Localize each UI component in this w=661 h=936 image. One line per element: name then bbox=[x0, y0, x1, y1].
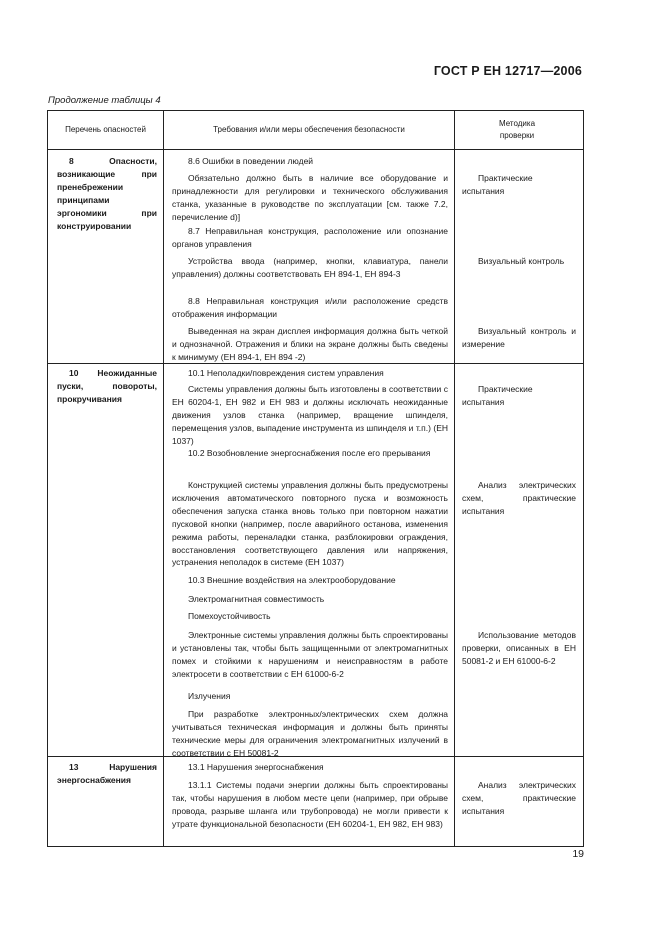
table-caption: Продолжение таблицы 4 bbox=[48, 95, 161, 106]
requirement-text: Конструкцией системы управления должны быть предусмотрены исключения автоматического повторного пуска и возможность обеспечения запуска станка вновь только при повторном нажатии пусковой кнопки (например, после аварийного останова, изменения режима работы, переналадки станка, разблокировки ограждения, восстановления соответствующего давления или напряжения, устранения неполадок в системе (ЕН 1037) bbox=[172, 480, 448, 568]
column-divider bbox=[454, 111, 455, 846]
requirement-text: Электронные системы управления должны быть спроектированы и установлены так, чтобы быть защищенными от электромагнитных помех и стойкими к нарушениям и неисправностям в работе электросети в соответствии с ЕН 61000-6-2 bbox=[172, 630, 448, 679]
requirement-text: Системы управления должны быть изготовлены в соответствии с ЕН 60204-1, ЕН 982 и ЕН 983 и должны исключать неожиданные движения узлов станка (например, вращение шпинделя, перемещения узлов, выпадение инструмента из шпинделя и т.п.) (ЕН 1037) bbox=[172, 384, 448, 446]
requirement-text: 10.2 Возобновление энергоснабжения после его прерывания bbox=[188, 448, 431, 458]
requirement-text: Выведенная на экран дисплея информация должна быть четкой и однозначной. Отражения и блики на экране должны быть сведены к минимуму (ЕН 894-1, ЕН 894 -2) bbox=[172, 326, 448, 362]
requirement-text: Устройства ввода (например, кнопки, клавиатура, панели управления) должны соответствовать ЕН 894-1, ЕН 894-3 bbox=[172, 256, 448, 279]
requirement-text: 13.1.1 Системы подачи энергии должны быть спроектированы так, чтобы нарушения в любом месте цепи (например, при обрыве провода, разрыве шланга или трубопровода) не могли привести к утрате функциональной безопасности (ЕН 60204-1, ЕН 982, ЕН 983) bbox=[172, 780, 448, 829]
check-method: Использование методов проверки, описанных в ЕН 50081-2 и ЕН 61000-6-2 bbox=[462, 630, 576, 666]
requirement-text: 10.1 Неполадки/повреждения систем управления bbox=[188, 368, 384, 378]
check-method: Анализ электрических схем, практические испытания bbox=[462, 480, 576, 516]
column-header: Перечень опасностей bbox=[65, 125, 146, 134]
check-method: Анализ электрических схем, практические испытания bbox=[462, 780, 576, 816]
hazard-cell: 8 Опасности, возникающие при пренебрежении принципами эргономики при конструировании bbox=[57, 156, 157, 231]
hazard-cell: 10 Неожиданные пуски, повороты, прокручивания bbox=[57, 368, 157, 404]
requirement-text: 8.8 Неправильная конструкция и/или расположение средств отображения информации bbox=[172, 296, 448, 319]
requirement-text: 8.6 Ошибки в поведении людей bbox=[188, 156, 314, 166]
page-number: 19 bbox=[572, 848, 584, 860]
requirement-text: 13.1 Нарушения энергоснабжения bbox=[188, 762, 324, 772]
requirement-text: Излучения bbox=[188, 691, 231, 701]
requirement-text: Помехоустойчивость bbox=[188, 611, 271, 621]
requirement-text: Обязательно должно быть в наличие все оборудование и принадлежности для регулировки и технического обслуживания станка, указанные в руководстве по эксплуатации [см. также 7.2, перечисление d)] bbox=[172, 173, 448, 222]
column-divider bbox=[163, 111, 164, 846]
requirement-text: 10.3 Внешние воздействия на электрооборудование bbox=[188, 575, 396, 585]
document-code: ГОСТ Р ЕН 12717—2006 bbox=[433, 64, 582, 78]
requirement-text: Электромагнитная совместимость bbox=[188, 594, 325, 604]
check-method: Практические испытания bbox=[462, 384, 533, 407]
hazards-table bbox=[47, 110, 584, 847]
header-divider bbox=[48, 149, 583, 150]
check-method: Визуальный контроль bbox=[478, 256, 565, 266]
column-header: Требования и/или меры обеспечения безопасности bbox=[213, 125, 405, 134]
check-method: Практические испытания bbox=[462, 173, 533, 196]
requirement-text: 8.7 Неправильная конструкция, расположение или опознание органов управления bbox=[172, 226, 448, 249]
requirement-text: При разработке электронных/электрических схем должна учитываться техническая информация и должны быть приняты технические меры для ограничения электромагнитных излучений в соответствии с ЕН 50081-2 bbox=[172, 709, 448, 758]
check-method: Визуальный контроль и измерение bbox=[462, 326, 576, 349]
hazard-cell: 13 Нарушения энергоснабжения bbox=[57, 762, 157, 785]
column-header: Методика проверки bbox=[498, 119, 536, 140]
